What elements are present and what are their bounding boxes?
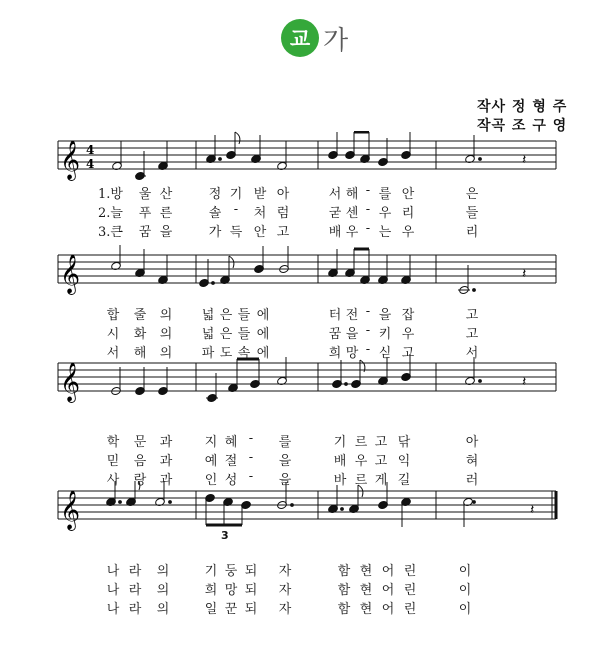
lyric-syllable: 희 bbox=[204, 583, 218, 598]
lyric-syllable: 바 bbox=[333, 473, 347, 488]
lyric-syllable: 린 bbox=[403, 583, 417, 598]
lyric-syllable: 학 bbox=[106, 435, 120, 450]
lyric-syllable: 린 bbox=[403, 564, 417, 579]
lyric-syllable: 함 bbox=[337, 583, 351, 598]
lyric-syllable: 의 bbox=[159, 346, 173, 361]
lyric-syllable: - bbox=[248, 431, 254, 446]
lyric-syllable: 울 bbox=[138, 187, 152, 202]
lyric-syllable: 현 bbox=[359, 564, 373, 579]
lyric-syllable: 어 bbox=[381, 564, 395, 579]
lyric-syllable: 꿈 bbox=[328, 327, 342, 342]
lyric-syllable: 자 bbox=[278, 564, 292, 579]
lyric-syllable: 안 bbox=[253, 225, 267, 240]
lyric-syllable: 1.방 bbox=[98, 187, 123, 202]
lyric-syllable: 우 bbox=[345, 225, 359, 240]
lyric-syllable: 되 bbox=[244, 602, 258, 617]
lyric-syllable: 기 bbox=[229, 187, 243, 202]
lyric-syllable: 넓 bbox=[201, 308, 215, 323]
lyric-syllable: 에 bbox=[256, 308, 270, 323]
time-signature-bottom: 4 bbox=[86, 157, 95, 171]
lyric-syllable: 파 bbox=[201, 346, 215, 361]
lyric-syllable: 닦 bbox=[397, 435, 411, 450]
lyric-syllable: 리 bbox=[401, 206, 415, 221]
lyric-syllable: 고 bbox=[401, 346, 415, 361]
lyric-syllable: 이 bbox=[458, 602, 472, 617]
lyric-syllable: 혀 bbox=[465, 454, 479, 469]
lyric-syllable: - bbox=[365, 221, 371, 236]
lyric-syllable: 들 bbox=[237, 327, 251, 342]
lyric-syllable: 처 bbox=[253, 206, 267, 221]
lyric-syllable: 르 bbox=[354, 435, 368, 450]
lyric-syllable: 함 bbox=[337, 564, 351, 579]
lyric-syllable: 안 bbox=[401, 187, 415, 202]
lyric-syllable: 러 bbox=[465, 473, 479, 488]
lyric-syllable: - bbox=[365, 183, 371, 198]
lyric-syllable: 린 bbox=[403, 602, 417, 617]
lyric-syllable: 3.큰 bbox=[98, 225, 123, 240]
lyric-syllable: 은 bbox=[219, 327, 233, 342]
lyric-syllable: 우 bbox=[354, 454, 368, 469]
lyric-syllable: 들 bbox=[237, 308, 251, 323]
staff-system-2 bbox=[50, 245, 560, 305]
lyric-syllable: 지 bbox=[204, 435, 218, 450]
lyric-syllable: 을 bbox=[278, 473, 292, 488]
lyric-syllable: 의 bbox=[156, 583, 170, 598]
lyric-syllable: 랑 bbox=[133, 473, 147, 488]
lyric-syllable: 들 bbox=[465, 206, 479, 221]
staff-system-4 bbox=[50, 481, 560, 541]
lyric-syllable: 아 bbox=[276, 187, 290, 202]
lyric-syllable: 도 bbox=[219, 346, 233, 361]
lyric-syllable: 서 bbox=[465, 346, 479, 361]
lyric-syllable: 은 bbox=[465, 187, 479, 202]
lyric-syllable: 서 bbox=[328, 187, 342, 202]
lyric-syllable: 성 bbox=[224, 473, 238, 488]
lyric-syllable: 혜 bbox=[224, 435, 238, 450]
lyric-syllable: 자 bbox=[278, 602, 292, 617]
lyric-syllable: - bbox=[365, 304, 371, 319]
staff-system-3 bbox=[50, 353, 560, 413]
lyric-syllable: - bbox=[365, 323, 371, 338]
treble-clef: 𝄞 bbox=[60, 490, 81, 530]
lyric-syllable: 배 bbox=[328, 225, 342, 240]
lyric-syllable: 를 bbox=[278, 435, 292, 450]
lyric-syllable: - bbox=[248, 469, 254, 484]
lyric-syllable: 은 bbox=[219, 308, 233, 323]
lyric-syllable: 고 bbox=[465, 308, 479, 323]
lyric-syllable: 배 bbox=[333, 454, 347, 469]
lyric-syllable: 되 bbox=[244, 564, 258, 579]
lyric-syllable: 속 bbox=[237, 346, 251, 361]
lyric-syllable: 과 bbox=[159, 473, 173, 488]
lyric-syllable: 인 bbox=[204, 473, 218, 488]
lyric-syllable: 을 bbox=[278, 454, 292, 469]
lyric-syllable: 절 bbox=[224, 454, 238, 469]
title-text: 가 bbox=[323, 25, 349, 56]
lyric-syllable: 우 bbox=[401, 327, 415, 342]
lyric-syllable: 음 bbox=[133, 454, 147, 469]
lyricist-credit: 작사 정 형 주 bbox=[477, 99, 568, 115]
lyric-syllable: 이 bbox=[458, 564, 472, 579]
quarter-rest: 𝄽 bbox=[530, 502, 535, 518]
lyric-syllable: 키 bbox=[378, 327, 392, 342]
lyric-syllable: 기 bbox=[204, 564, 218, 579]
lyric-syllable: 을 bbox=[159, 225, 173, 240]
lyric-syllable: 일 bbox=[204, 602, 218, 617]
lyric-syllable: 전 bbox=[345, 308, 359, 323]
lyric-syllable: 을 bbox=[345, 327, 359, 342]
lyric-syllable: 센 bbox=[345, 206, 359, 221]
lyric-syllable: 나 bbox=[106, 583, 120, 598]
lyric-syllable: 을 bbox=[378, 308, 392, 323]
lyric-syllable: 를 bbox=[378, 187, 392, 202]
treble-clef: 𝄞 bbox=[60, 140, 81, 180]
lyric-syllable: 잡 bbox=[401, 308, 415, 323]
quarter-rest: 𝄽 bbox=[522, 266, 527, 282]
lyric-syllable: 어 bbox=[381, 602, 395, 617]
lyric-syllable: 시 bbox=[106, 327, 120, 342]
lyric-syllable: 둥 bbox=[224, 564, 238, 579]
lyric-syllable: 푸 bbox=[138, 206, 152, 221]
lyric-syllable: 망 bbox=[345, 346, 359, 361]
lyric-syllable: 과 bbox=[159, 454, 173, 469]
song-title bbox=[281, 16, 348, 60]
lyric-syllable: 문 bbox=[133, 435, 147, 450]
lyric-syllable: 꿈 bbox=[138, 225, 152, 240]
lyric-syllable: 기 bbox=[333, 435, 347, 450]
lyric-syllable: 아 bbox=[465, 435, 479, 450]
lyric-syllable: 현 bbox=[359, 602, 373, 617]
lyric-syllable: 라 bbox=[128, 583, 142, 598]
lyric-syllable: 고 bbox=[276, 225, 290, 240]
quarter-rest: 𝄽 bbox=[522, 152, 527, 168]
lyric-syllable: 의 bbox=[159, 308, 173, 323]
lyric-syllable: 라 bbox=[128, 602, 142, 617]
quarter-rest: 𝄽 bbox=[522, 374, 527, 390]
lyric-syllable: 해 bbox=[345, 187, 359, 202]
lyric-syllable: 의 bbox=[156, 602, 170, 617]
title-badge: 교 bbox=[281, 19, 319, 57]
lyric-syllable: 득 bbox=[229, 225, 243, 240]
lyric-syllable: 산 bbox=[159, 187, 173, 202]
lyric-syllable: 합 bbox=[106, 308, 120, 323]
lyric-syllable: 고 bbox=[465, 327, 479, 342]
lyric-syllable: 자 bbox=[278, 583, 292, 598]
lyric-syllable: - bbox=[365, 202, 371, 217]
lyric-syllable: 싣 bbox=[378, 346, 392, 361]
lyric-syllable: 길 bbox=[397, 473, 411, 488]
lyric-syllable: 넓 bbox=[201, 327, 215, 342]
lyric-syllable: 솔 bbox=[208, 206, 222, 221]
lyric-syllable: - bbox=[248, 450, 254, 465]
lyric-syllable: 함 bbox=[337, 602, 351, 617]
lyric-syllable: 우 bbox=[378, 206, 392, 221]
lyric-syllable: 꾼 bbox=[224, 602, 238, 617]
lyric-syllable: 리 bbox=[465, 225, 479, 240]
lyric-syllable: 과 bbox=[159, 435, 173, 450]
treble-clef: 𝄞 bbox=[60, 254, 81, 294]
lyric-syllable: 우 bbox=[401, 225, 415, 240]
lyric-syllable: 는 bbox=[378, 225, 392, 240]
lyric-syllable: 가 bbox=[208, 225, 222, 240]
lyric-syllable: 어 bbox=[381, 583, 395, 598]
lyric-syllable: 되 bbox=[244, 583, 258, 598]
lyric-syllable: 화 bbox=[133, 327, 147, 342]
lyric-syllable: 라 bbox=[128, 564, 142, 579]
lyric-syllable: 나 bbox=[106, 602, 120, 617]
lyric-syllable: 의 bbox=[156, 564, 170, 579]
lyric-syllable: 사 bbox=[106, 473, 120, 488]
lyric-syllable: 익 bbox=[397, 454, 411, 469]
treble-clef: 𝄞 bbox=[60, 362, 81, 402]
triplet-mark: 3 bbox=[221, 529, 229, 541]
lyric-syllable: 고 bbox=[374, 435, 388, 450]
lyric-syllable: 줄 bbox=[133, 308, 147, 323]
lyric-syllable: 2.늘 bbox=[98, 206, 123, 221]
lyric-syllable: 받 bbox=[253, 187, 267, 202]
lyric-syllable: 의 bbox=[159, 327, 173, 342]
composer-credit: 작곡 조 구 영 bbox=[477, 118, 568, 134]
lyric-syllable: 고 bbox=[374, 454, 388, 469]
time-signature-top: 4 bbox=[86, 143, 95, 157]
lyric-syllable: 터 bbox=[328, 308, 342, 323]
lyric-syllable: 굳 bbox=[328, 206, 342, 221]
lyric-syllable: 정 bbox=[208, 187, 222, 202]
lyric-syllable: - bbox=[365, 342, 371, 357]
lyric-syllable: 서 bbox=[106, 346, 120, 361]
lyric-syllable: 나 bbox=[106, 564, 120, 579]
lyric-syllable: 해 bbox=[133, 346, 147, 361]
lyric-syllable: 게 bbox=[374, 473, 388, 488]
lyric-syllable: 현 bbox=[359, 583, 373, 598]
lyric-syllable: 예 bbox=[204, 454, 218, 469]
lyric-syllable: 이 bbox=[458, 583, 472, 598]
lyric-syllable: 희 bbox=[328, 346, 342, 361]
lyric-syllable: 망 bbox=[224, 583, 238, 598]
lyric-syllable: 른 bbox=[159, 206, 173, 221]
staff-system-1 bbox=[50, 131, 560, 191]
lyric-syllable: 에 bbox=[256, 346, 270, 361]
lyric-syllable: - bbox=[233, 202, 239, 217]
lyric-syllable: 에 bbox=[256, 327, 270, 342]
lyric-syllable: 럼 bbox=[276, 206, 290, 221]
lyric-syllable: 믿 bbox=[106, 454, 120, 469]
lyric-syllable: 르 bbox=[354, 473, 368, 488]
